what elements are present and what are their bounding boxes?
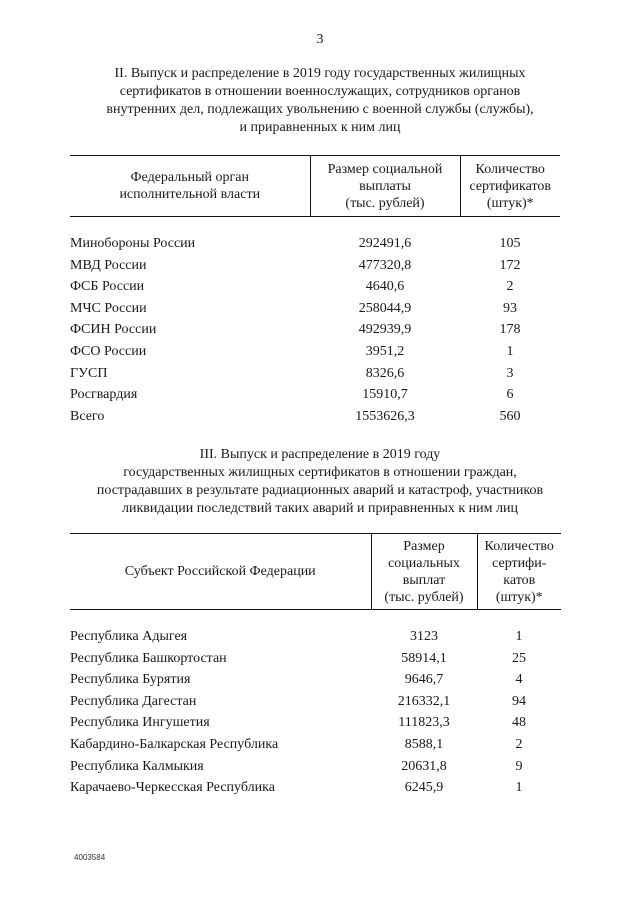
table-row xyxy=(70,276,560,298)
row-name: ФСО России xyxy=(70,343,147,359)
row-count: 1 xyxy=(515,629,523,644)
row-name: Республика Дагестан xyxy=(70,693,197,709)
table-row xyxy=(70,319,560,341)
header-line: (тыс. рублей) xyxy=(384,589,464,605)
row-amount: 3123 xyxy=(410,629,438,644)
row-name: ФСИН России xyxy=(70,322,157,338)
row-count: 1 xyxy=(515,780,523,796)
section-3-title xyxy=(70,446,570,518)
section-3-title-line: государственных жилищных сертификатов в отношении граждан, xyxy=(123,465,517,480)
header-line: Количество xyxy=(475,161,545,177)
header-line: Субъект Российской Федерации xyxy=(124,564,316,579)
row-name: МВД России xyxy=(70,257,147,273)
table-row xyxy=(70,363,560,385)
row-amount: 216332,1 xyxy=(397,693,451,709)
header-line: (штук)* xyxy=(495,589,543,605)
row-amount: 8588,1 xyxy=(404,736,444,752)
row-name: Карачаево-Черкесская Республика xyxy=(70,780,275,796)
row-name: ФСБ России xyxy=(70,279,145,295)
header-line: социальных xyxy=(388,555,460,571)
row-count: 25 xyxy=(512,650,526,666)
header-certificate-count xyxy=(477,534,561,610)
row-name: Республика Адыгея xyxy=(70,629,188,644)
section-2-table xyxy=(70,155,560,427)
row-amount: 4640,6 xyxy=(365,279,405,295)
row-name: Кабардино-Балкарская Республика xyxy=(70,736,279,752)
row-name: ГУСП xyxy=(70,365,108,381)
section-3-title-line: ликвидации последствий таких аварий и приравненных к ним лиц xyxy=(122,501,518,516)
row-name: Росгвардия xyxy=(70,387,138,403)
page-number: 3 xyxy=(316,32,324,47)
row-count: 48 xyxy=(512,715,526,731)
row-amount: 9646,7 xyxy=(404,672,444,688)
table-header-row xyxy=(70,156,560,217)
section-2-title-line: и приравненных к ним лиц xyxy=(239,120,401,135)
header-line: Федеральный орган xyxy=(130,170,249,185)
header-line: выплаты xyxy=(359,178,411,194)
header-federal-body xyxy=(70,156,310,217)
header-payment-size xyxy=(371,534,477,610)
row-count: 93 xyxy=(503,300,517,316)
row-name: Республика Башкортостан xyxy=(70,650,227,666)
table-row xyxy=(70,341,560,363)
table-row xyxy=(70,669,561,691)
header-line: Количество xyxy=(484,538,554,554)
row-name: Республика Бурятия xyxy=(70,672,191,688)
header-certificate-count xyxy=(460,156,560,217)
header-line: Размер xyxy=(403,538,445,554)
section-2-title-line: внутренних дел, подлежащих увольнению с военной службы (службы), xyxy=(106,102,534,117)
header-line: сертификатов xyxy=(469,178,552,194)
row-amount: 15910,7 xyxy=(362,387,408,403)
row-count: 9 xyxy=(515,758,523,774)
header-line: (штук)* xyxy=(486,195,534,211)
section-3-title-line: пострадавших в результате радиационных аварий и катастроф, участников xyxy=(96,483,544,498)
header-line: катов xyxy=(503,572,536,588)
row-amount: 58914,1 xyxy=(401,650,447,666)
row-name: Республика Ингушетия xyxy=(70,715,210,731)
row-count: 560 xyxy=(499,408,521,424)
row-amount: 1553626,3 xyxy=(355,408,415,424)
header-line: исполнительной власти xyxy=(119,187,261,202)
section-2-title-line: II. Выпуск и распределение в 2019 году государственных жилищных xyxy=(114,66,526,81)
row-amount: 6245,9 xyxy=(404,780,444,796)
table-row xyxy=(70,756,561,778)
table-row xyxy=(70,298,560,320)
row-amount: 20631,8 xyxy=(401,758,447,774)
row-name: Всего xyxy=(70,408,105,424)
row-amount: 292491,6 xyxy=(358,236,412,251)
header-federation-subject xyxy=(70,534,371,610)
table-row xyxy=(70,255,560,277)
row-count: 172 xyxy=(499,257,521,273)
table-row xyxy=(70,777,561,799)
total-row xyxy=(70,406,560,428)
row-count: 2 xyxy=(515,736,523,752)
header-line: выплат xyxy=(402,572,446,588)
row-amount: 8326,6 xyxy=(365,365,405,381)
section-2-title xyxy=(70,65,570,137)
row-amount: 477320,8 xyxy=(358,257,412,273)
row-count: 2 xyxy=(506,279,514,295)
row-count: 1 xyxy=(506,343,514,359)
header-line: Размер социальной xyxy=(327,161,443,177)
table-row xyxy=(70,734,561,756)
table-row xyxy=(70,384,560,406)
row-name: Республика Калмыкия xyxy=(70,758,204,774)
header-payment-size xyxy=(310,156,460,217)
table-header-row xyxy=(70,534,561,610)
row-count: 3 xyxy=(506,365,514,381)
row-amount: 3951,2 xyxy=(365,343,405,359)
document-code: 4003584 xyxy=(74,853,106,862)
table-row xyxy=(70,233,560,255)
row-count: 6 xyxy=(506,387,514,403)
header-line: (тыс. рублей) xyxy=(345,195,425,211)
row-amount: 111823,3 xyxy=(398,715,450,731)
row-count: 178 xyxy=(499,322,521,338)
row-amount: 258044,9 xyxy=(358,300,412,316)
row-count: 94 xyxy=(512,693,526,709)
table-row xyxy=(70,648,561,670)
row-count: 4 xyxy=(515,672,523,688)
row-name: Минобороны России xyxy=(70,236,196,251)
row-name: МЧС России xyxy=(70,300,147,316)
section-3-title-line: III. Выпуск и распределение в 2019 году xyxy=(199,447,441,462)
table-row xyxy=(70,626,561,648)
table-row xyxy=(70,691,561,713)
table-row xyxy=(70,712,561,734)
header-line: сертифи- xyxy=(492,555,547,571)
section-3-table xyxy=(70,533,561,799)
row-amount: 492939,9 xyxy=(358,322,412,338)
section-2-title-line: сертификатов в отношении военнослужащих, сотрудников органов xyxy=(119,84,521,99)
row-count: 105 xyxy=(499,236,521,251)
